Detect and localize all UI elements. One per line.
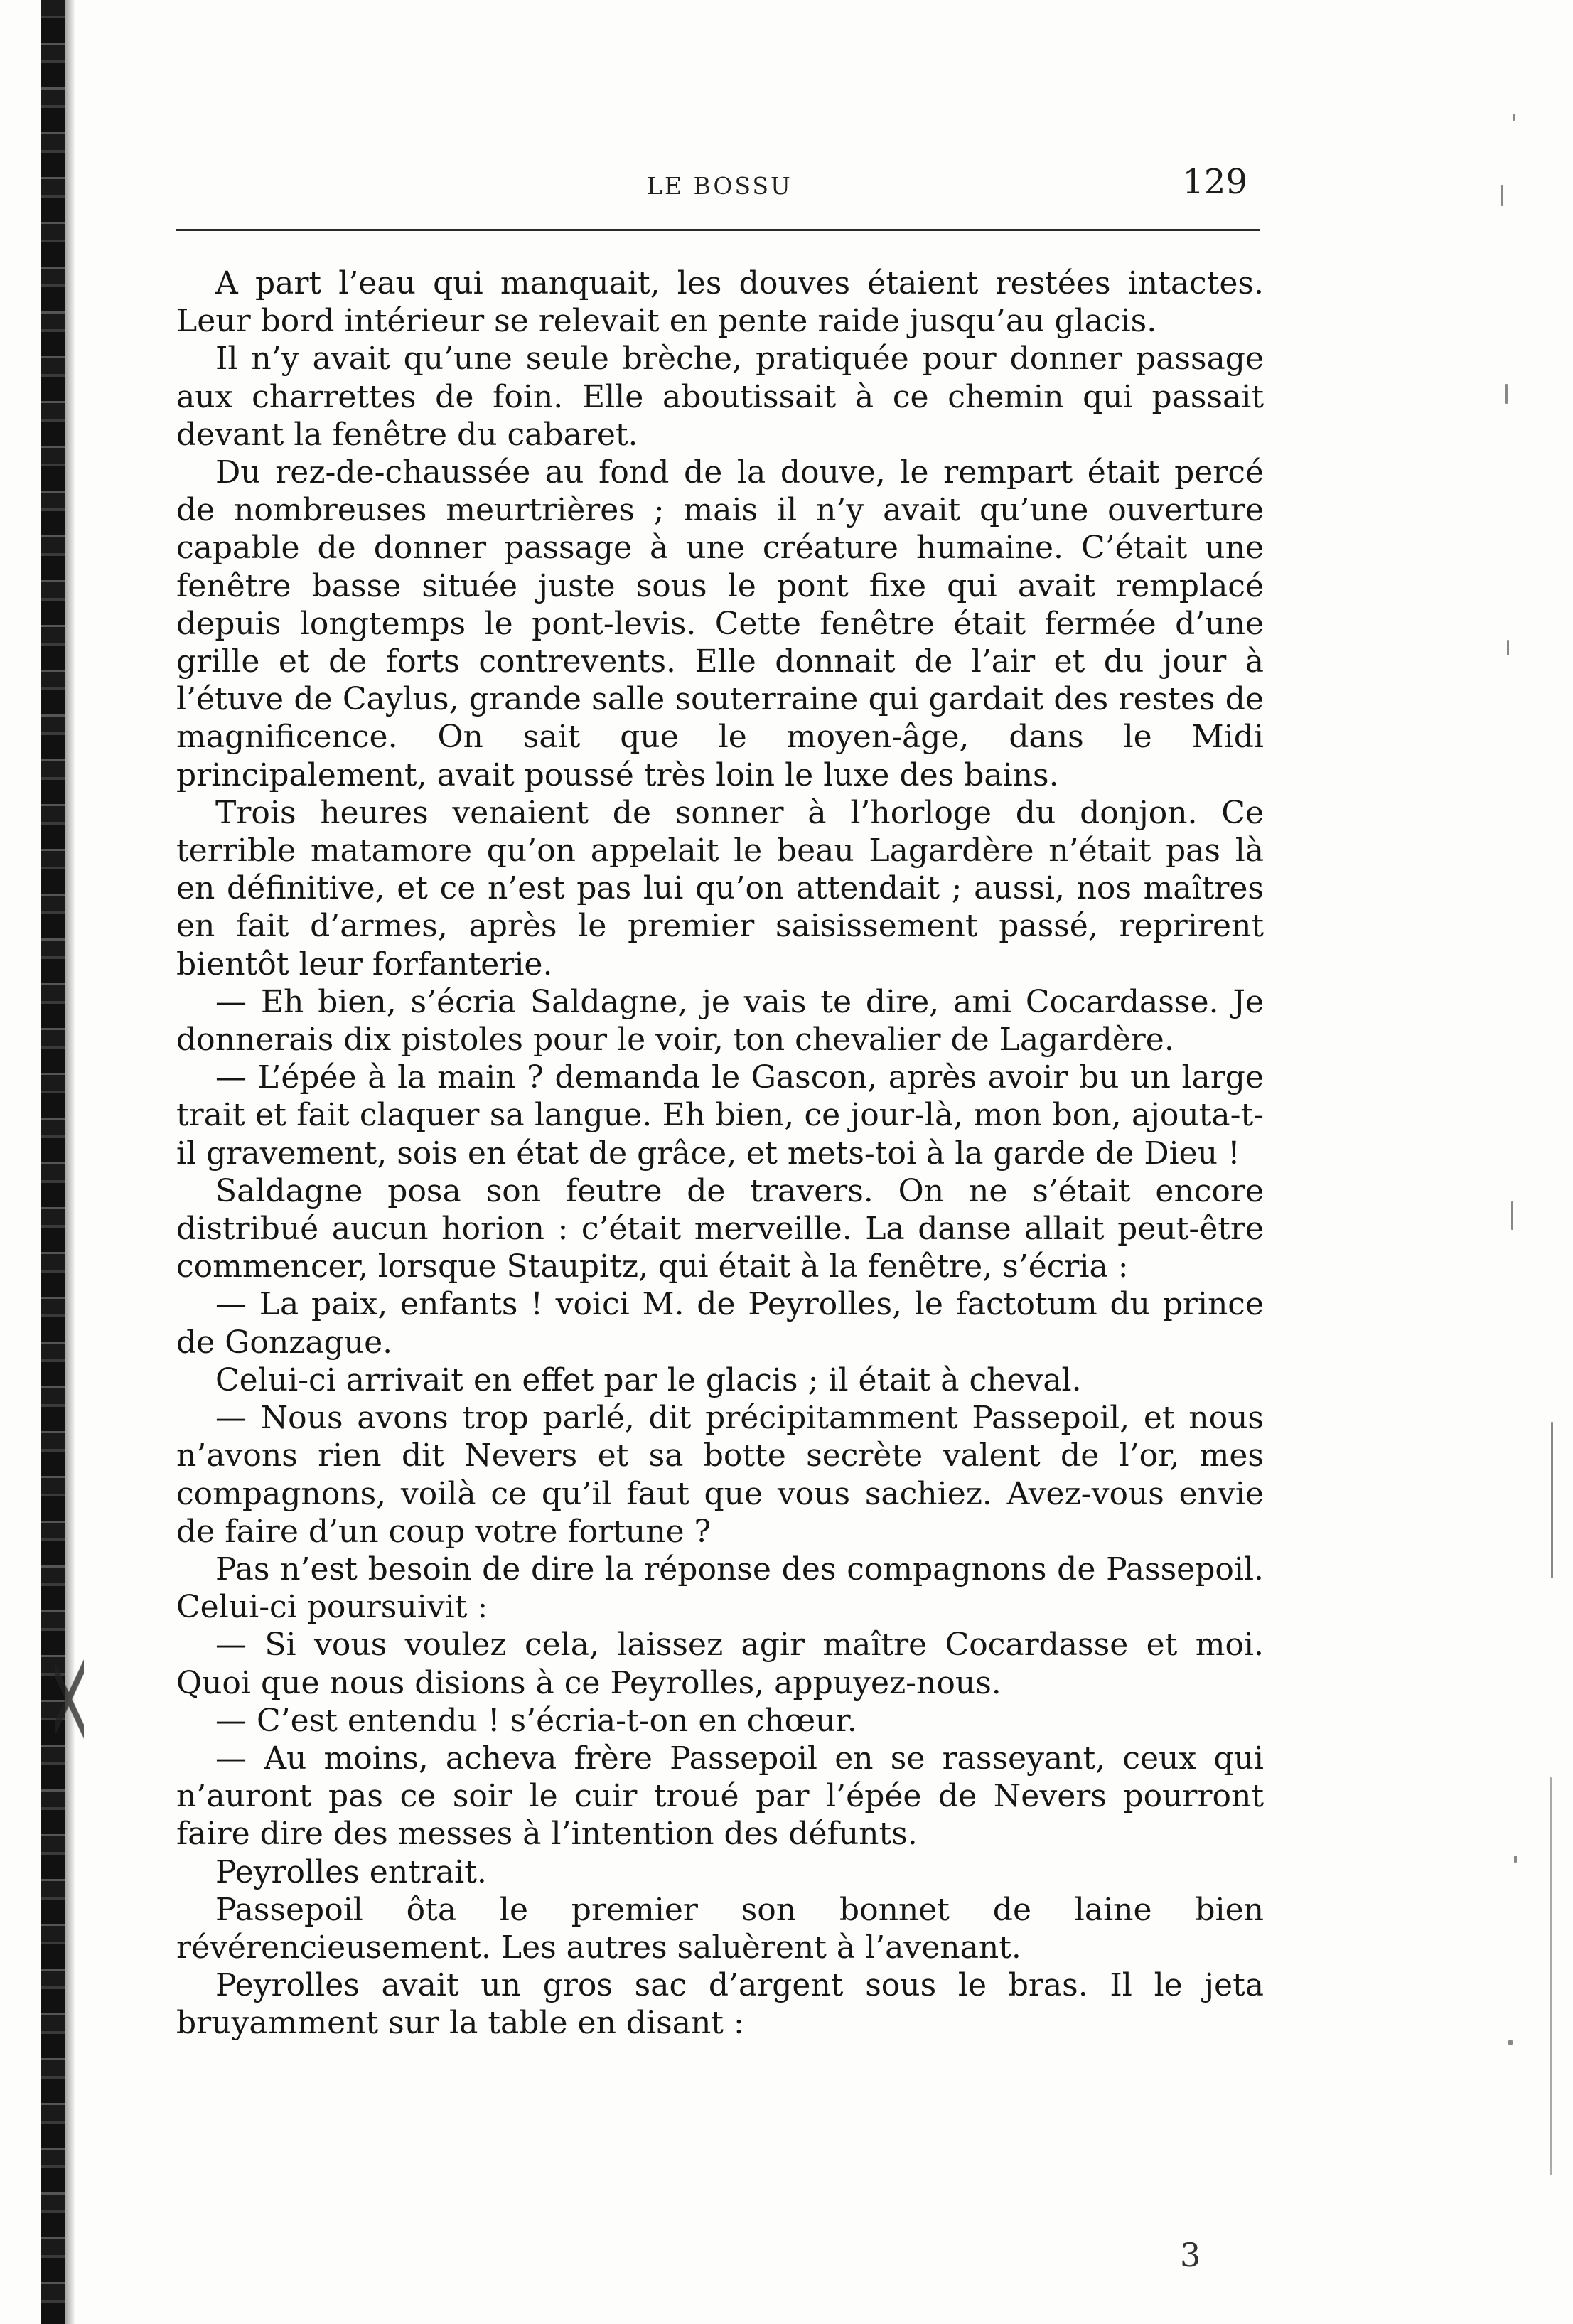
margin-speck <box>1507 640 1509 655</box>
margin-speck <box>1550 1777 1552 2175</box>
signature-mark: 3 <box>1180 2236 1201 2274</box>
paragraph: A part l’eau qui manquait, les douves étaient restées intactes. Leur bord intérieur se relevait en pente raide jusqu’au glacis. <box>176 265 1264 340</box>
paragraph: — L’épée à la main ? demanda le Gascon, après avoir bu un large trait et fait claquer sa langue. Eh bien, ce jour-là, mon bon, ajouta-t-il gravement, sois en état de grâce, et mets-toi à la garde de Dieu ! <box>176 1059 1264 1172</box>
body-text <box>176 264 1264 2042</box>
paragraph: Trois heures venaient de sonner à l’horloge du donjon. Ce terrible matamore qu’on appelait le beau Lagardère n’était pas là en définitive, et ce n’est pas lui qu’on attendait ; aussi, nos maîtres en fait d’armes, après le premier saisissement passé, reprirent bientôt leur forfanterie. <box>176 794 1264 982</box>
paragraph: — Eh bien, s’écria Saldagne, je vais te dire, ami Cocardasse. Je donnerais dix pistoles pour le voir, ton chevalier de Lagardère. <box>176 983 1264 1059</box>
paragraph: Celui-ci arrivait en effet par le glacis ; il était à cheval. <box>215 1361 1082 1398</box>
paragraph: Passepoil ôta le premier son bonnet de laine bien révérencieusement. Les autres saluèrent à l’avenant. <box>176 1891 1264 1966</box>
margin-speck <box>1513 114 1515 121</box>
margin-speck <box>1514 1856 1517 1863</box>
header-rule <box>176 229 1260 231</box>
paragraph: Peyrolles entrait. <box>215 1853 487 1890</box>
margin-speck <box>1508 2040 1513 2045</box>
paragraph: Il n’y avait qu’une seule brèche, pratiquée pour donner passage aux charrettes de foin. Elle aboutissait à ce chemin qui passait devant la fenêtre du cabaret. <box>176 341 1264 453</box>
margin-speck <box>1505 384 1508 404</box>
page-binding-shadow <box>65 0 75 2324</box>
page-header <box>178 162 1258 205</box>
margin-speck <box>1501 185 1503 206</box>
paragraph: — C’est entendu ! s’écria-t-on en chœur. <box>215 1702 857 1739</box>
paragraph: Du rez-de-chaussée au fond de la douve, le rempart était percé de nombreuses meurtrières ; mais il n’y avait qu’une ouverture capable de donner passage à une créature humaine. C’était une fenêtre basse située juste sous le pont fixe qui avait remplacé depuis longtemps le pont-levis. Cette fenêtre était fermée d’une grille et de forts contrevents. Elle donnait de l’air et du jour à l’étuve de Caylus, grande salle souterraine qui gardait des restes de magnificence. On sait que le moyen-âge, dans le Midi principalement, avait poussé très loin le luxe des bains. <box>176 454 1264 793</box>
page-binding-tear <box>55 1628 84 1770</box>
page-number: 129 <box>1182 162 1247 202</box>
paragraph: Peyrolles avait un gros sac d’argent sous le bras. Il le jeta bruyamment sur la table en disant : <box>176 1967 1264 2042</box>
margin-speck <box>1551 1422 1553 1578</box>
margin-speck <box>1511 1201 1513 1230</box>
paragraph: — La paix, enfants ! voici M. de Peyrolles, le factotum du prince de Gonzague. <box>176 1286 1264 1361</box>
paragraph: — Nous avons trop parlé, dit précipitamment Passepoil, et nous n’avons rien dit Nevers et sa botte secrète valent de l’or, mes compagnons, voilà ce qu’il faut que vous sachiez. Avez-vous envie de faire d’un coup votre fortune ? <box>176 1400 1264 1550</box>
paragraph: — Si vous voulez cela, laissez agir maître Cocardasse et moi. Quoi que nous disions à ce Peyrolles, appuyez-nous. <box>176 1627 1264 1701</box>
page-binding-edge <box>41 0 65 2324</box>
paragraph: Saldagne posa son feutre de travers. On ne s’était encore distribué aucun horion : c’était merveille. La danse allait peut-être commencer, lorsque Staupitz, qui était à la fenêtre, s’écria : <box>176 1172 1264 1285</box>
running-title: LE BOSSU <box>647 172 793 200</box>
paragraph: Pas n’est besoin de dire la réponse des compagnons de Passepoil. Celui-ci poursuivit : <box>176 1551 1264 1626</box>
paragraph: — Au moins, acheva frère Passepoil en se rasseyant, ceux qui n’auront pas ce soir le cuir troué par l’épée de Nevers pourront faire dire des messes à l’intention des défunts. <box>176 1740 1264 1853</box>
